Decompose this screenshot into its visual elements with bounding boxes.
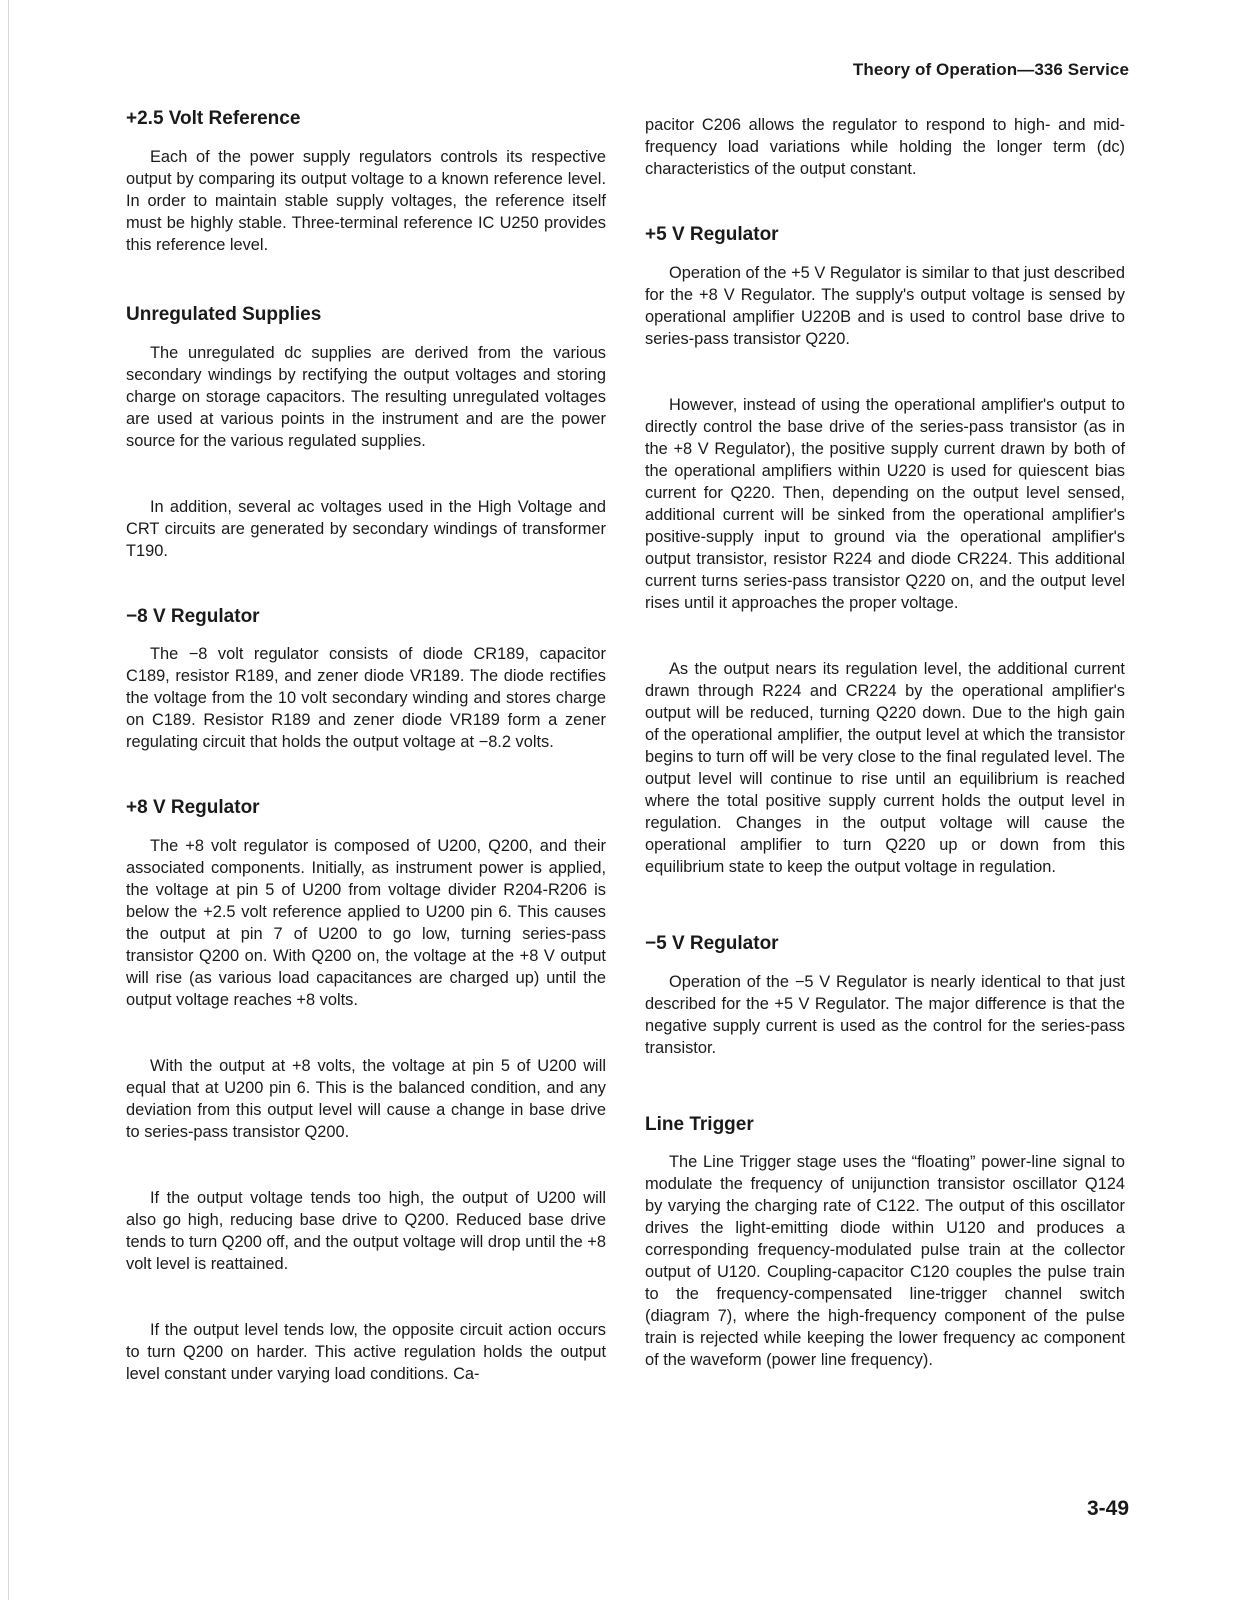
paragraph-pos-5v-1: Operation of the +5 V Regulator is similar to that just described for the +8 V Regulator. The supply's output voltage is sensed by operational amplifier U220B and is used to control base drive to series-pass transistor Q220. (645, 263, 1125, 348)
paragraph-pos-8v-1: The +8 volt regulator is composed of U200, Q200, and their associated components. Initially, as instrument power is applied, the voltage at pin 5 of U200 from voltage divider R204-R206 is below the +2.5 volt reference applied to U200 pin 6. This causes the output at pin 7 of U200 to go low, turning series-pass transistor Q200 on. With Q200 on, the voltage at the +8 V output will rise (as various load capacitances are charged up) until the output voltage reaches +8 volts. (126, 837, 606, 1010)
paragraph-neg-5v: Operation of the −5 V Regulator is nearly identical to that just described for the +5 V Regulator. The major difference is that the negative supply current is used as the control for the series-pass transistor. (645, 972, 1125, 1057)
right-column (645, 108, 1125, 1371)
paragraph-pos-5v-2: However, instead of using the operational amplifier's output to directly control the base drive of the series-pass transistor (as in the +8 V Regulator), the positive supply current drawn by both of the operational amplifiers within U220 is used for quiescent bias current for Q220. Then, depending on the output level sensed, additional current will be sinked from the operational amplifier's positive-supply input to ground via the operational amplifier's output transistor, resistor R224 and diode CR224. This additional current turns series-pass transistor Q220 on, and the output level rises until it approaches the proper voltage. (645, 395, 1125, 612)
paragraph-unregulated-1: The unregulated dc supplies are derived from the various secondary windings by rectifying the output voltages and storing charge on storage capacitors. The resulting unregulated voltages are used at various points in the instrument and are the power source for the various regulated supplies. (126, 343, 606, 450)
paragraph-unregulated-2: In addition, several ac voltages used in the High Voltage and CRT circuits are generated by secondary windings of transformer T190. (126, 497, 606, 560)
section-heading-2-5v-reference: +2.5 Volt Reference (126, 108, 301, 129)
section-heading-neg-8v-regulator: −8 V Regulator (126, 605, 260, 627)
section-heading-pos-8v-regulator: +8 V Regulator (126, 797, 260, 819)
section-heading-unregulated-supplies: Unregulated Supplies (126, 303, 322, 325)
running-header: Theory of Operation—336 Service (852, 60, 1129, 79)
left-column (126, 108, 606, 1385)
binding-edge-line (8, 0, 10, 1600)
paragraph-neg-8v: The −8 volt regulator consists of diode CR189, capacitor C189, resistor R189, and zener diode VR189. The diode rectifies the voltage from the 10 volt secondary winding and stores charge on C189. Resistor R189 and zener diode VR189 form a zener regulating circuit that holds the output voltage at −8.2 volts. (126, 645, 606, 752)
paragraph-line-trigger: The Line Trigger stage uses the “floating” power-line signal to modulate the frequency of unijunction transistor oscillator Q124 by varying the charging rate of C122. The output of this oscillator drives the light-emitting diode within U120 and produces a corresponding frequency-modulated pulse train at the collector output of U120. Coupling-capacitor C120 couples the pulse train to the frequency-compensated line-trigger channel switch (diagram 7), where the high-frequency component of the pulse train is rejected while keeping the lower frequency ac component of the waveform (power line frequency). (645, 1153, 1125, 1370)
paragraph-pos-8v-2: With the output at +8 volts, the voltage at pin 5 of U200 will equal that at U200 pin 6. This is the balanced condition, and any deviation from this output level will cause a change in base drive to series-pass transistor Q200. (126, 1057, 606, 1142)
page-number: 3-49 (1086, 1497, 1129, 1520)
paragraph-pos-8v-3: If the output voltage tends too high, the output of U200 will also go high, reducing base drive to Q200. Reduced base drive tends to turn Q200 off, and the output voltage will drop until the +8 volt level is reattained. (126, 1189, 606, 1274)
section-heading-line-trigger: Line Trigger (645, 1113, 754, 1135)
paragraph-pos-8v-4: If the output level tends low, the opposite circuit action occurs to turn Q200 on harder. This active regulation holds the output level constant under varying load conditions. Ca- (126, 1321, 606, 1384)
section-heading-pos-5v-regulator: +5 V Regulator (645, 224, 779, 245)
paragraph-pos-8v-continued: pacitor C206 allows the regulator to respond to high- and mid-frequency load variations while holding the longer term (dc) characteristics of the output constant. (645, 116, 1125, 178)
paragraph-2-5v-reference: Each of the power supply regulators controls its respective output by comparing its output voltage to a known reference level. In order to maintain stable supply voltages, the reference itself must be highly stable. Three-terminal reference IC U250 provides this reference level. (126, 147, 606, 254)
section-heading-neg-5v-regulator: −5 V Regulator (645, 932, 779, 954)
paragraph-pos-5v-3: As the output nears its regulation level, the additional current drawn through R224 and CR224 by the operational amplifier's output will be reduced, turning Q220 down. Due to the high gain of the operational amplifier, the output level at which the transistor begins to turn off will be very close to the final regulated level. The output level will continue to rise until an equilibrium is reached where the total positive supply current holds the output level in regulation. Changes in the output voltage will cause the operational amplifier to turn Q220 up or down from this equilibrium state to keep the output voltage in regulation. (645, 659, 1125, 876)
